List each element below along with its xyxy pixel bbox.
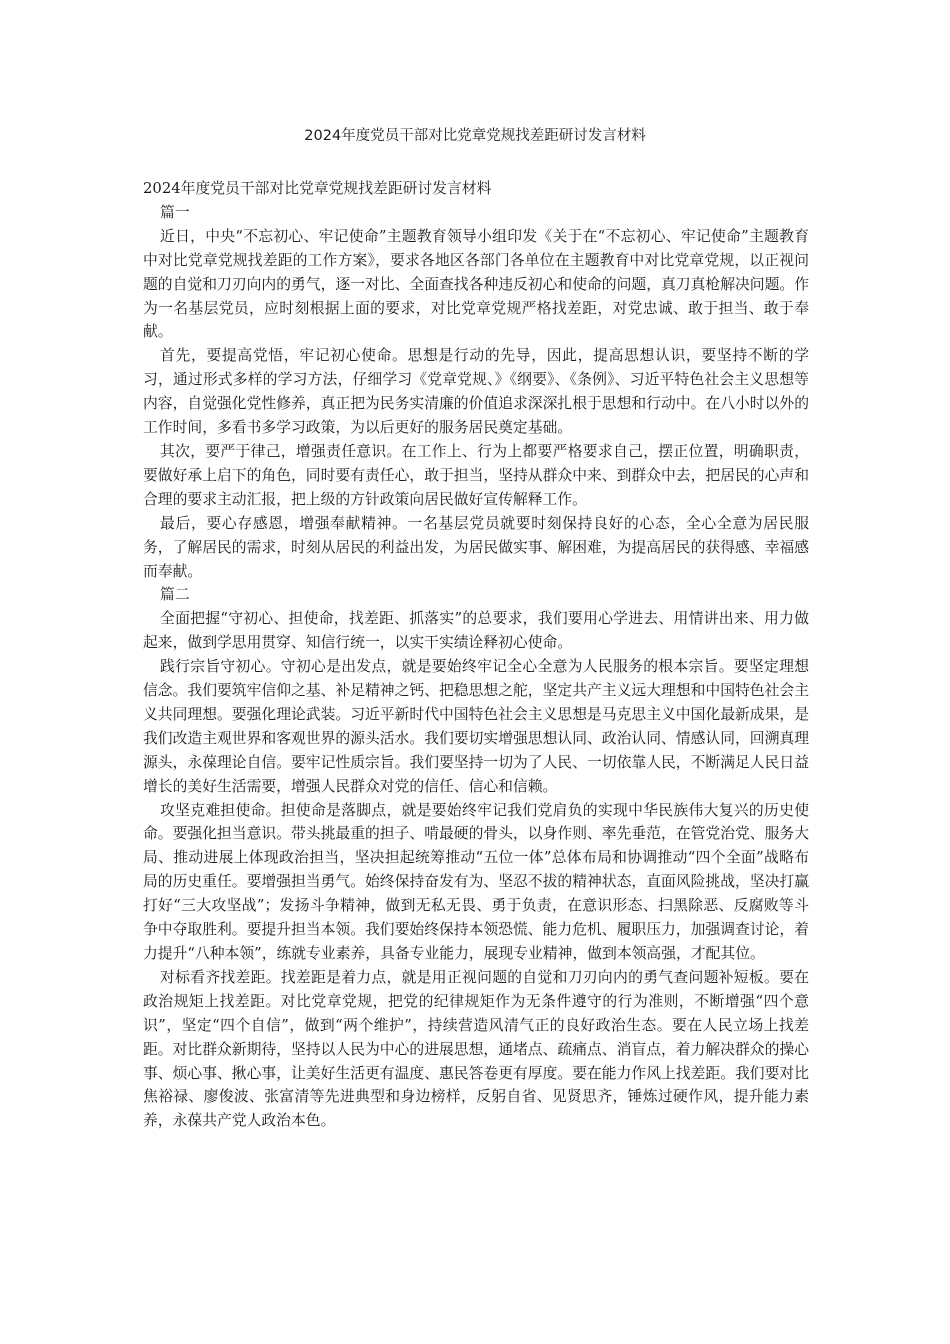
document-title: 2024年度党员干部对比党章党规找差距研讨发言材料 <box>304 128 646 144</box>
document-body <box>143 177 809 1133</box>
paragraph: 首先，要提高党悟，牢记初心使命。思想是行动的先导，因此，提高思想认识，要坚持不断的学习，通过形式多样的学习方法，仔细学习《党章党规、》《纲要》、《条例》、习近平特色社会主义思想等内容，自觉强化党性修养，真正把为民务实清廉的价值追求深深扎根于思想和行动中。在八小时以外的工作时间，多看书多学习政策，为以后更好的服务居民奠定基础。 <box>143 347 809 437</box>
document-subtitle: 2024年度党员干部对比党章党规找差距研讨发言材料 <box>143 180 492 197</box>
paragraph: 全面把握“守初心、担使命，找差距、抓落实”的总要求，我们要用心学进去、用情讲出来、用力做起来，做到学思用贯穿、知信行统一，以实干实绩诠释初心使命。 <box>143 610 809 652</box>
section-label-2: 篇二 <box>160 586 190 604</box>
paragraph: 其次，要严于律己，增强责任意识。在工作上、行为上都要严格要求自己，摆正位置，明确职责，要做好承上启下的角色，同时要有责任心，敢于担当，坚持从群众中来、到群众中去，把居民的心声和合理的要求主动汇报，把上级的方针政策向居民做好宣传解释工作。 <box>143 442 809 508</box>
paragraph: 对标看齐找差距。找差距是着力点，就是用正视问题的自觉和刀刃向内的勇气查问题补短板。要在政治规矩上找差距。对比党章党规，把党的纪律规矩作为无条件遵守的行为准则，不断增强“四个意识”，坚定“四个自信”，做到“两个维护”，持续营造风清气正的良好政治生态。要在人民立场上找差距。对比群众新期待，坚持以人民为中心的进展思想，通堵点、疏痛点、消盲点，着力解决群众的操心事、烦心事、揪心事，让美好生活更有温度、惠民答卷更有厚度。要在能力作风上找差距。我们要对比焦裕禄、廖俊波、张富清等先进典型和身边榜样，反躬自省、见贤思齐，锤炼过硬作风，提升能力素养，永葆共产党人政治本色。 <box>143 968 809 1130</box>
paragraph: 践行宗旨守初心。守初心是出发点，就是要始终牢记全心全意为人民服务的根本宗旨。要坚定理想信念。我们要筑牢信仰之基、补足精神之钙、把稳思想之舵，坚定共产主义远大理想和中国特色社会主义共同理想。要强化理论武装。习近平新时代中国特色社会主义思想是马克思主义中国化最新成果，是我们改造主观世界和客观世界的源头活水。我们要切实增强思想认同、政治认同、情感认同，回溯真理源头，永葆理论自信。要牢记性质宗旨。我们要坚持一切为了人民、一切依靠人民，不断满足人民日益增长的美好生活需要，增强人民群众对党的信任、信心和信赖。 <box>143 658 809 795</box>
paragraph: 近日，中央“不忘初心、牢记使命”主题教育领导小组印发《关于在“不忘初心、牢记使命”主题教育中对比党章党规找差距的工作方案》，要求各地区各部门各单位在主题教育中对比党章党规，以正视问题的自觉和刀刃向内的勇气，逐一对比、全面查找各种违反初心和使命的问题，真刀真枪解决问题。作为一名基层党员，应时刻根据上面的要求，对比党章党规严格找差距，对党忠诚、敢于担当、敢于奉献。 <box>143 227 809 341</box>
paragraph: 最后，要心存感恩，增强奉献精神。一名基层党员就要时刻保持良好的心态，全心全意为居民服务，了解居民的需求，时刻从居民的利益出发，为居民做实事、解困难，为提高居民的获得感、幸福感而奉献。 <box>143 514 809 580</box>
section-label-1: 篇一 <box>160 203 190 221</box>
paragraph: 攻坚克难担使命。担使命是落脚点，就是要始终牢记我们党肩负的实现中华民族伟大复兴的历史使命。要强化担当意识。带头挑最重的担子、啃最硬的骨头，以身作则、率先垂范，在管党治党、服务大局、推动进展上体现政治担当，坚决担起统筹推动“五位一体”总体布局和协调推动“四个全面”战略布局的历史重任。要增强担当勇气。始终保持奋发有为、坚忍不拔的精神状态，直面风险挑战，坚决打赢打好“三大攻坚战”；发扬斗争精神，做到无私无畏、勇于负责，在意识形态、扫黑除恶、反腐败等斗争中夺取胜利。要提升担当本领。我们要始终保持本领恐慌、能力危机、履职压力，加强调查讨论，着力提升“八种本领”，练就专业素养，具备专业能力，展现专业精神，做到本领高强，才配其位。 <box>143 801 809 962</box>
